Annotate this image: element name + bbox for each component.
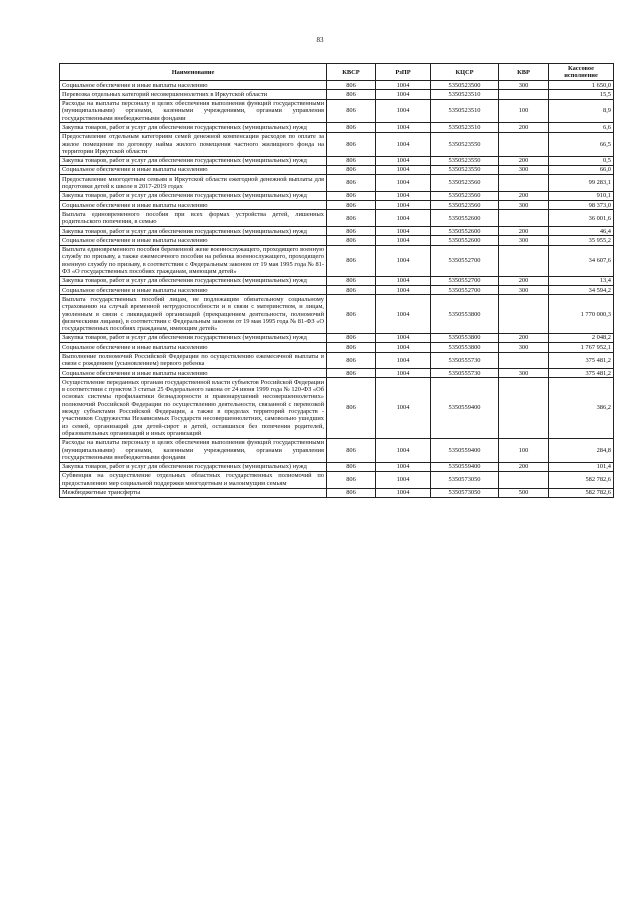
cell-kvr: 200: [499, 462, 549, 471]
header-amount: Кассовое исполнение: [549, 64, 614, 81]
cell-amount: 98 373,0: [549, 201, 614, 210]
cell-kcsr: 5350552600: [431, 236, 499, 245]
cell-amount: 284,8: [549, 438, 614, 462]
cell-kvr: 300: [499, 81, 549, 90]
cell-rzpr: 1004: [376, 462, 431, 471]
table-row: [60, 210, 614, 227]
cell-kvsr: 806: [327, 210, 376, 227]
cell-kvr: [499, 245, 549, 276]
cell-kcsr: 5350523510: [431, 123, 499, 132]
header-kvsr: КВСР: [327, 64, 376, 81]
cell-name: Закупка товаров, работ и услуг для обеспечения государственных (муниципальных) нужд: [60, 156, 327, 165]
cell-kvsr: 806: [327, 175, 376, 192]
cell-kvsr: 806: [327, 438, 376, 462]
table-row: [60, 191, 614, 200]
table-row: [60, 462, 614, 471]
cell-rzpr: 1004: [376, 227, 431, 236]
cell-kvsr: 806: [327, 488, 376, 497]
cell-amount: 582 782,6: [549, 488, 614, 497]
cell-kvr: 300: [499, 343, 549, 352]
cell-amount: 6,6: [549, 123, 614, 132]
table-row: [60, 438, 614, 462]
cell-kcsr: 5350552700: [431, 286, 499, 295]
cell-name: Расходы на выплаты персоналу в целях обеспечения выполнения функций государственными (муниципальными) органами, казенными учреждениями, органами управления государственными внебюджетными фондами: [60, 99, 327, 123]
cell-amount: 101,4: [549, 462, 614, 471]
cell-kvr: [499, 90, 549, 99]
table-row: [60, 81, 614, 90]
cell-kvr: [499, 352, 549, 369]
cell-kcsr: 5350573050: [431, 488, 499, 497]
table-row: [60, 352, 614, 369]
cell-name: Социальное обеспечение и иные выплаты населению: [60, 236, 327, 245]
cell-amount: 375 481,2: [549, 369, 614, 378]
cell-amount: 0,5: [549, 156, 614, 165]
cell-kvr: [499, 295, 549, 333]
table-row: [60, 227, 614, 236]
cell-name: Социальное обеспечение и иные выплаты населению: [60, 201, 327, 210]
cell-kcsr: 5350559400: [431, 378, 499, 438]
cell-kvr: 100: [499, 99, 549, 123]
cell-name: Расходы на выплаты персоналу в целях обеспечения выполнения функций государственными (муниципальными) органами, казенными учреждениями, органами управления государственными внебюджетными фондами: [60, 438, 327, 462]
cell-name: Социальное обеспечение и иные выплаты населению: [60, 369, 327, 378]
cell-kvsr: 806: [327, 471, 376, 488]
cell-kvr: 200: [499, 227, 549, 236]
cell-kcsr: 5350552600: [431, 227, 499, 236]
cell-rzpr: 1004: [376, 90, 431, 99]
cell-kvsr: 806: [327, 245, 376, 276]
cell-kcsr: 5350553800: [431, 295, 499, 333]
cell-kvr: 200: [499, 191, 549, 200]
cell-kcsr: 5350523500: [431, 81, 499, 90]
cell-kvr: [499, 378, 549, 438]
cell-kvr: 300: [499, 165, 549, 174]
table-row: [60, 132, 614, 156]
table-row: [60, 201, 614, 210]
cell-amount: 36 001,6: [549, 210, 614, 227]
cell-rzpr: 1004: [376, 210, 431, 227]
cell-kvr: 500: [499, 488, 549, 497]
cell-rzpr: 1004: [376, 438, 431, 462]
cell-kvr: 100: [499, 438, 549, 462]
cell-name: Перевозка отдельных категорий несовершеннолетних в Иркутской области: [60, 90, 327, 99]
page-number: 83: [316, 36, 324, 44]
cell-amount: 15,5: [549, 90, 614, 99]
header-rzpr: РзПР: [376, 64, 431, 81]
cell-kvsr: 806: [327, 99, 376, 123]
cell-kvr: 200: [499, 333, 549, 342]
header-name: Наименование: [60, 64, 327, 81]
cell-rzpr: 1004: [376, 295, 431, 333]
table-row: [60, 156, 614, 165]
cell-name: Социальное обеспечение и иные выплаты населению: [60, 343, 327, 352]
cell-kvsr: 806: [327, 343, 376, 352]
table-row: [60, 90, 614, 99]
cell-kvsr: 806: [327, 295, 376, 333]
cell-kvr: [499, 210, 549, 227]
cell-rzpr: 1004: [376, 191, 431, 200]
cell-amount: 66,0: [549, 165, 614, 174]
cell-rzpr: 1004: [376, 471, 431, 488]
cell-kcsr: 5350553800: [431, 333, 499, 342]
cell-rzpr: 1004: [376, 333, 431, 342]
cell-kvsr: 806: [327, 276, 376, 285]
cell-name: Закупка товаров, работ и услуг для обеспечения государственных (муниципальных) нужд: [60, 123, 327, 132]
cell-name: Социальное обеспечение и иные выплаты населению: [60, 165, 327, 174]
cell-kvsr: 806: [327, 156, 376, 165]
cell-rzpr: 1004: [376, 378, 431, 438]
cell-kvsr: 806: [327, 236, 376, 245]
cell-kvr: [499, 471, 549, 488]
header-kvr: КВР: [499, 64, 549, 81]
cell-kvsr: 806: [327, 333, 376, 342]
cell-rzpr: 1004: [376, 236, 431, 245]
cell-kcsr: 5350523560: [431, 191, 499, 200]
cell-kvr: [499, 132, 549, 156]
cell-name: Выплата единовременного пособия беременной жене военнослужащего, проходящего военную службу по призыву, а также ежемесячного пособия на ребенка военнослужащего, проходящего военную службу по призыву, в соответствии с Федеральным законом от 19 мая 1995 года № 81-ФЗ «О государственных пособиях гражданам, имеющим детей»: [60, 245, 327, 276]
cell-name: Закупка товаров, работ и услуг для обеспечения государственных (муниципальных) нужд: [60, 276, 327, 285]
table-header-row: [60, 64, 614, 81]
cell-kcsr: 5350552700: [431, 245, 499, 276]
table-row: [60, 488, 614, 497]
cell-kvsr: 806: [327, 286, 376, 295]
cell-name: Выплата единовременного пособия при всех формах устройства детей, лишенных родительского попечения, в семью: [60, 210, 327, 227]
cell-kcsr: 5350523550: [431, 132, 499, 156]
cell-name: Закупка товаров, работ и услуг для обеспечения государственных (муниципальных) нужд: [60, 333, 327, 342]
table-row: [60, 245, 614, 276]
table-row: [60, 333, 614, 342]
cell-kcsr: 5350559400: [431, 438, 499, 462]
cell-kvr: 200: [499, 123, 549, 132]
cell-amount: 1 767 952,1: [549, 343, 614, 352]
cell-name: Закупка товаров, работ и услуг для обеспечения государственных (муниципальных) нужд: [60, 191, 327, 200]
cell-rzpr: 1004: [376, 369, 431, 378]
cell-kvsr: 806: [327, 81, 376, 90]
cell-kcsr: 5350523550: [431, 165, 499, 174]
cell-amount: 13,4: [549, 276, 614, 285]
table-row: [60, 276, 614, 285]
cell-kvsr: 806: [327, 201, 376, 210]
cell-amount: 910,1: [549, 191, 614, 200]
table-row: [60, 99, 614, 123]
cell-rzpr: 1004: [376, 201, 431, 210]
cell-amount: 46,4: [549, 227, 614, 236]
cell-rzpr: 1004: [376, 156, 431, 165]
cell-kvsr: 806: [327, 165, 376, 174]
cell-amount: 582 782,6: [549, 471, 614, 488]
cell-amount: 2 048,2: [549, 333, 614, 342]
cell-kvr: 300: [499, 286, 549, 295]
cell-kcsr: 5350523510: [431, 90, 499, 99]
cell-amount: 1 650,0: [549, 81, 614, 90]
cell-name: Предоставление отдельным категориям семей денежной компенсации расходов по оплате за жилое помещение по договору найма жилого помещения частного жилищного фонда на территории Иркутской области: [60, 132, 327, 156]
cell-rzpr: 1004: [376, 165, 431, 174]
cell-kcsr: 5350552700: [431, 276, 499, 285]
cell-name: Социальное обеспечение и иные выплаты населению: [60, 81, 327, 90]
cell-amount: 34 594,2: [549, 286, 614, 295]
cell-amount: 1 770 000,3: [549, 295, 614, 333]
cell-name: Выплата государственных пособий лицам, не подлежащим обязательному социальному страхованию на случай временной нетрудоспособности и в связи с материнством, и лицам, уволенным в связи с ликвидацией организаций (прекращением деятельности, полномочий физическими лицами), в соответствии с Федеральным законом от 19 мая 1995 года № 81-ФЗ «О государственных пособиях гражданам, имеющим детей»: [60, 295, 327, 333]
cell-rzpr: 1004: [376, 99, 431, 123]
cell-amount: 66,5: [549, 132, 614, 156]
cell-kvr: 300: [499, 236, 549, 245]
cell-kvsr: 806: [327, 227, 376, 236]
cell-name: Закупка товаров, работ и услуг для обеспечения государственных (муниципальных) нужд: [60, 227, 327, 236]
cell-kcsr: 5350523510: [431, 99, 499, 123]
cell-rzpr: 1004: [376, 488, 431, 497]
table-row: [60, 123, 614, 132]
cell-kvr: 300: [499, 369, 549, 378]
cell-kvr: [499, 175, 549, 192]
header-kcsr: КЦСР: [431, 64, 499, 81]
table-row: [60, 343, 614, 352]
cell-amount: 34 607,6: [549, 245, 614, 276]
cell-kcsr: 5350553800: [431, 343, 499, 352]
cell-kvsr: 806: [327, 462, 376, 471]
table-row: [60, 378, 614, 438]
table-row: [60, 295, 614, 333]
cell-kvsr: 806: [327, 90, 376, 99]
cell-rzpr: 1004: [376, 286, 431, 295]
cell-rzpr: 1004: [376, 245, 431, 276]
cell-rzpr: 1004: [376, 352, 431, 369]
cell-name: Выполнение полномочий Российской Федерации по осуществлению ежемесячной выплаты в связи с рождением (усыновлением) первого ребенка: [60, 352, 327, 369]
cell-kvsr: 806: [327, 369, 376, 378]
cell-amount: 375 481,2: [549, 352, 614, 369]
cell-kcsr: 5350555730: [431, 369, 499, 378]
cell-kvsr: 806: [327, 378, 376, 438]
cell-name: Предоставление многодетным семьям в Иркутской области ежегодной денежной выплаты для подготовки детей к школе в 2017-2019 годах: [60, 175, 327, 192]
cell-kcsr: 5350555730: [431, 352, 499, 369]
cell-kvr: 200: [499, 276, 549, 285]
cell-kcsr: 5350559400: [431, 462, 499, 471]
cell-rzpr: 1004: [376, 81, 431, 90]
cell-kcsr: 5350523560: [431, 201, 499, 210]
cell-kcsr: 5350523560: [431, 175, 499, 192]
cell-kcsr: 5350523550: [431, 156, 499, 165]
cell-name: Осуществление переданных органам государственной власти субъектов Российской Федерации в соответствии с пунктом 3 статьи 25 Федерального закона от 24 июня 1999 года № 120-ФЗ «Об основах системы профилактики безнадзорности и правонарушений несовершеннолетних» полномочий Российской Федерации по осуществлению деятельности, связанной с перевозкой между субъектами Российской Федерации, а также в пределах территорий государств - участников Содружества Независимых Государств несовершеннолетних, самовольно ушедших из семей, организаций для детей-сирот и детей, оставшихся без попечения родителей, образовательных организаций и иных организаций: [60, 378, 327, 438]
cell-kcsr: 5350552600: [431, 210, 499, 227]
cell-rzpr: 1004: [376, 175, 431, 192]
cell-rzpr: 1004: [376, 123, 431, 132]
budget-table: [59, 63, 614, 498]
cell-name: Закупка товаров, работ и услуг для обеспечения государственных (муниципальных) нужд: [60, 462, 327, 471]
cell-kvsr: 806: [327, 132, 376, 156]
table-row: [60, 236, 614, 245]
cell-rzpr: 1004: [376, 343, 431, 352]
table-body: [60, 81, 614, 498]
cell-name: Субвенция на осуществление отдельных областных государственных полномочий по предоставлению мер социальной поддержки многодетным и малоимущим семьям: [60, 471, 327, 488]
cell-kvr: 300: [499, 201, 549, 210]
cell-name: Социальное обеспечение и иные выплаты населению: [60, 286, 327, 295]
table-row: [60, 369, 614, 378]
cell-amount: 35 955,2: [549, 236, 614, 245]
cell-kvsr: 806: [327, 191, 376, 200]
table-row: [60, 286, 614, 295]
cell-amount: 99 283,1: [549, 175, 614, 192]
cell-kvr: 200: [499, 156, 549, 165]
table-row: [60, 471, 614, 488]
cell-kvsr: 806: [327, 352, 376, 369]
table-row: [60, 165, 614, 174]
cell-amount: 8,9: [549, 99, 614, 123]
cell-kvsr: 806: [327, 123, 376, 132]
cell-name: Межбюджетные трансферты: [60, 488, 327, 497]
cell-kcsr: 5350573050: [431, 471, 499, 488]
cell-rzpr: 1004: [376, 276, 431, 285]
cell-rzpr: 1004: [376, 132, 431, 156]
table-row: [60, 175, 614, 192]
cell-amount: 386,2: [549, 378, 614, 438]
